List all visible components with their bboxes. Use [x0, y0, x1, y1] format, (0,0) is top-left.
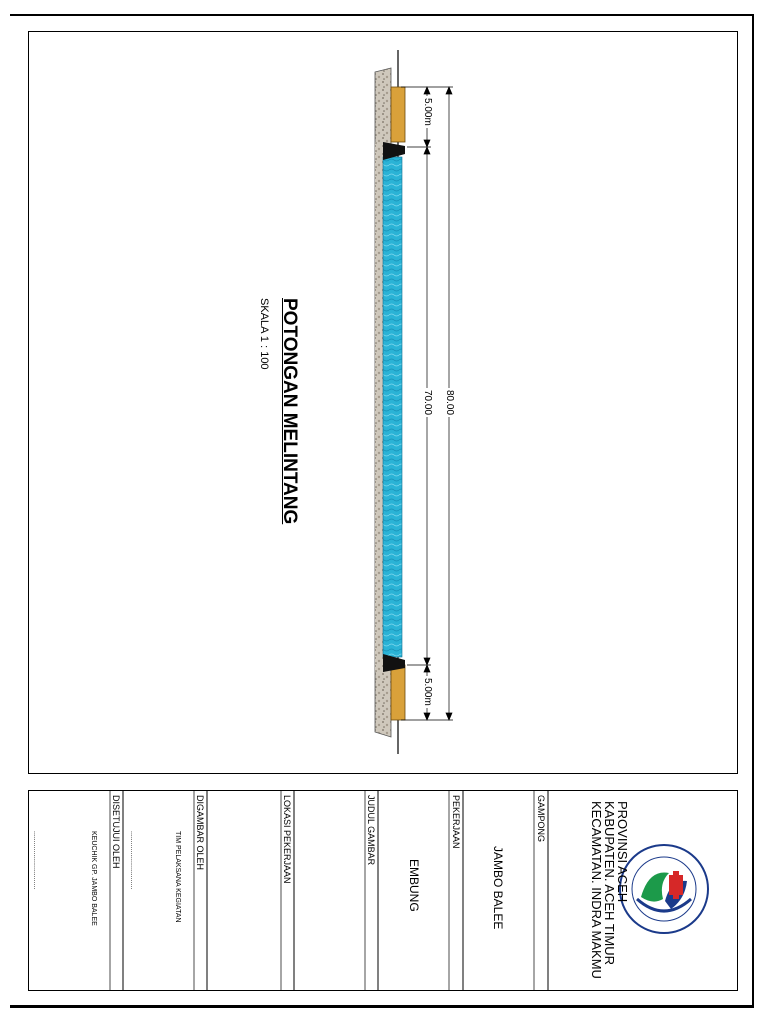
title-block	[28, 790, 738, 991]
dimension-total: 80.00	[444, 390, 455, 416]
judul-gambar-label: JUDUL GAMBAR	[366, 795, 376, 866]
water-body	[383, 157, 402, 657]
drawing-frame	[28, 31, 738, 774]
digambar-oleh-value: TIM PELAKSANA KEGIATAN	[174, 831, 181, 923]
pekerjaan-label: PEKERJAAN	[451, 795, 461, 849]
digambar-oleh-label: DIGAMBAR OLEH	[195, 795, 205, 871]
gravel-bed	[375, 142, 383, 672]
drawing-title: POTONGAN MELINTANG	[279, 298, 300, 525]
header-kecamatan: KECAMATAN. INDRA MAKMU	[589, 801, 604, 979]
header-provinsi: PROVINSI ACEH	[615, 801, 630, 903]
soil-block-top	[391, 87, 405, 142]
gampong-label: GAMPONG	[536, 795, 546, 843]
cross-section-drawing	[29, 32, 737, 773]
soil-block-bottom	[391, 665, 405, 720]
disetujui-oleh-value: KEUCHIK GP. JAMBO BALEE	[90, 831, 97, 926]
disetujui-oleh-label: DISETUJUI OLEH	[111, 795, 121, 869]
ministry-logo-icon	[619, 839, 709, 939]
dimension-side-bottom: 5.00m	[422, 678, 433, 706]
pekerjaan-value: EMBUNG	[407, 859, 421, 912]
signature-line-drawer: ..............................	[129, 831, 136, 890]
drawing-scale: SKALA 1 : 100	[258, 298, 270, 370]
gampong-value: JAMBO BALEE	[491, 846, 505, 930]
signature-line-approver: ..............................	[32, 831, 39, 890]
dimension-channel: 70.00	[422, 390, 433, 416]
lokasi-pekerjaan-label: LOKASI PEKERJAAN	[282, 795, 292, 884]
header-kabupaten: KABUPATEN. ACEH TIMUR	[602, 801, 617, 965]
dimension-side-top: 5.00m	[422, 98, 433, 126]
